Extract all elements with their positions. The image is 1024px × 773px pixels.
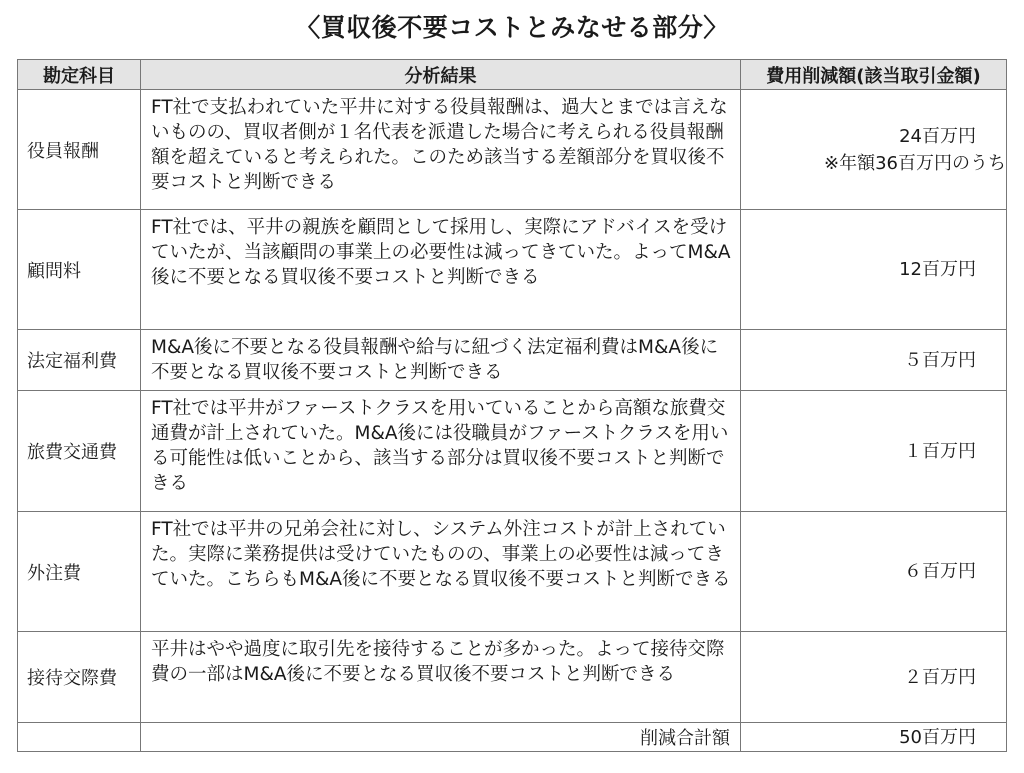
header-item: 勘定科目 xyxy=(18,60,141,90)
row-analysis: M&A後に不要となる役員報酬や給与に紐づく法定福利費はM&A後に不要となる買収後不要コストと判断できる xyxy=(141,330,741,391)
row-amount: 12百万円 xyxy=(741,210,1007,330)
row-amount-note: ※年額36百万円のうち xyxy=(824,152,1006,174)
row-amount: ５百万円 xyxy=(741,330,1007,391)
row-item: 法定福利費 xyxy=(18,330,141,391)
table-row xyxy=(18,512,1007,632)
row-analysis: FT社では平井がファーストクラスを用いていることから高額な旅費交通費が計上されていた。M&A後には役職員がファーストクラスを用いる可能性は低いことから、該当する部分は買収後不要コストと判断できる xyxy=(141,391,741,512)
row-analysis: FT社では、平井の親族を顧問として採用し、実際にアドバイスを受けていたが、当該顧問の事業上の必要性は減ってきていた。よってM&A後に不要となる買収後不要コストと判断できる xyxy=(141,210,741,330)
cost-table xyxy=(17,59,1007,752)
row-amount: ２百万円 xyxy=(741,632,1007,723)
table-row xyxy=(18,632,1007,723)
row-analysis: FT社で支払われていた平井に対する役員報酬は、過大とまでは言えないものの、買収者側が１名代表を派遣した場合に考えられる役員報酬額を超えていると考えられた。このため該当する差額部分を買収後不要コストと判断できる xyxy=(141,90,741,210)
header-amount: 費用削減額(該当取引金額) xyxy=(741,60,1007,90)
row-item: 顧問料 xyxy=(18,210,141,330)
row-analysis: FT社では平井の兄弟会社に対し、システム外注コストが計上されていた。実際に業務提供は受けていたものの、事業上の必要性は減ってきていた。こちらもM&A後に不要となる買収後不要コストと判断できる xyxy=(141,512,741,632)
row-amount: ６百万円 xyxy=(741,512,1007,632)
row-analysis: 平井はやや過度に取引先を接待することが多かった。よって接待交際費の一部はM&A後に不要となる買収後不要コストと判断できる xyxy=(141,632,741,723)
table-row xyxy=(18,391,1007,512)
row-amount-cell xyxy=(741,90,1007,210)
table-row xyxy=(18,210,1007,330)
header-analysis: 分析結果 xyxy=(141,60,741,90)
table-row xyxy=(18,330,1007,391)
row-item: 役員報酬 xyxy=(18,90,141,210)
row-item: 接待交際費 xyxy=(18,632,141,723)
total-row xyxy=(18,723,1007,752)
page-title: 〈買収後不要コストとみなせる部分〉 xyxy=(295,13,729,42)
total-empty-cell xyxy=(18,723,141,752)
total-label: 削減合計額 xyxy=(141,723,741,752)
row-amount: 24百万円 xyxy=(899,125,976,147)
table-row xyxy=(18,90,1007,210)
row-item: 旅費交通費 xyxy=(18,391,141,512)
table-header-row xyxy=(18,60,1007,90)
row-amount: １百万円 xyxy=(741,391,1007,512)
row-item: 外注費 xyxy=(18,512,141,632)
total-amount: 50百万円 xyxy=(741,723,1007,752)
